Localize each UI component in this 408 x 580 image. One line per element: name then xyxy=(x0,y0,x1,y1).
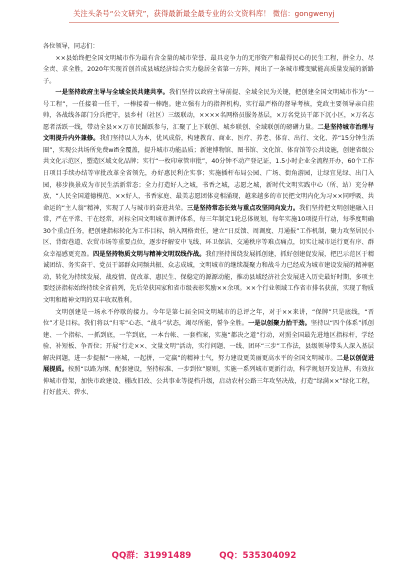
paragraph xyxy=(43,53,374,88)
paragraph-text: 文明创建是一场永不停歇的接力。今年是第七届全国文明城市的总评之年，对于××来讲，“保牌”只是底线，“晋位”才是目标。我们将以“归零”心态、“战斗”状态，竭尽所能，誓争全胜。 xyxy=(43,308,374,328)
banner-text: 关注头条号“公文研究”，获得最新最全最专业的公文资料库！ 微信：gongwenyj xyxy=(69,7,338,23)
header-banner xyxy=(0,0,408,30)
paragraph-text: 按照“以路为纲、配套建设，坚持标准、一步到位”原则，实施一系列城市更新行动，科学规划开发边界，有效拉伸城市骨架，加快市政建设、棚改旧改、公共事业等提档升级，启动农村公路三年攻坚决战，打造“绿满××”绿化工程，打好蓝天、碧水、 xyxy=(43,366,374,397)
footer xyxy=(0,544,408,566)
footer-qq: QQ：535304092 xyxy=(219,551,297,561)
bold-heading: 二是以创促进展提质。 xyxy=(43,354,375,374)
bold-heading: 二是坚持城市治理与文明提升内外兼修。 xyxy=(43,123,374,143)
bold-heading: 三是坚持常态长效与重点攻坚同向发力。 xyxy=(186,204,300,212)
paragraph-text: 我们坚持以政府主导前提、全域全民为关键，把创建全国文明城市作为“一号工程”，一任接着一任干，一棒接着一棒跑。建立强有力的指挥机构，实行最严格的督导考核，党政主要领导亲自挂帅，各战线各部门分兵把守，县乡村（社区）三级联动，××××名网格员服务基层，×万名党员干部下沉小区，×万名志愿者活跃一线，带动全县××万市民踊跃参与，汇聚了上下联创、城乡联创、全域联创的磅礴力量。 xyxy=(43,89,374,131)
footer-qq-group: QQ群：31991489 xyxy=(111,551,192,561)
bold-heading: 四是坚持物质文明与精神文明双线作战。 xyxy=(92,250,206,258)
paragraph xyxy=(43,307,374,399)
paragraph-text: 我们坚持围绕发展抓创建，抓好创建促发展，把巴示范区于精诚团结、务实奋干、党员干部群众同频共振、众志成城，文明城市的继续凝聚力和战斗力已经成为城市建设发展的精神驱动，转化为持续发展、战疫情、促改革、惠民生、保稳定的源源动能，推动县域经济社会发展进入历史最好时期，多项主要经济指标始终持续全省前列，先后荣获国家和省市级表彰奖励××余项。××个行业领域工作省市排名获前，实现了物质文明和精神文明的双丰收双胜利。 xyxy=(43,250,375,305)
bold-heading: 一是以创聚力抬干劲。 xyxy=(248,320,311,328)
document-body xyxy=(43,41,374,399)
bold-heading: 一是坚持政府主导与全域全民共建共享。 xyxy=(55,89,169,97)
salutation: 各位领导，同志们： xyxy=(43,43,99,50)
paragraph xyxy=(43,87,374,306)
paragraph-text: 坚持以“四个体系”抓创建、一个指标、一抓到底，一竿到底，一本台帐、一套档案，实施“都决之道”行动，对照全国最先进地区指标杆，学经验、补短板、争晋位；开展“行走××、文量文明”活动，实行问题、一线、团环“三步”工作法，县级领导带头人深入基层解决问题，进一步提振“一座城，一起拼，一定赢”的精神士气，努力建设更美丽更高水平的全国文明城市。 xyxy=(43,320,374,362)
paragraph-text: 我们坚持把文明创建融入日常，严在平常、干在经常，对标全国文明城市测评体系，每三年制定1轮总体规划，每年实施10项提升行动，每季度明确30个重点任务，把创建指标转化为工作目标，纳入网格责任，建立“日反馈、周调度、月通报”工作机制，聚力攻坚居民小区、背街巷道、农贸市场等重要点位，逐步纾解安中飞线、环卫保洁、交通秩序等难点痛点，切实让城市运行更有序、群众幸福感更充盈。 xyxy=(43,204,375,258)
paragraph-text: ××县始终把全国文明城市作为最有含金量的城市荣誉、最具竞争力的无形资产和最得民心的民生工程，拼全力、尽全责、求全胜，2020年实现首创首成县城经济综合实力稳居全省第一方阵，闯出了一条城市蝶变赋能高质量发展的新路子。 xyxy=(43,54,374,85)
paragraph-text: 我们坚持以人为本，优风成俗，构建教育、商业、医疗、养老、体育、出行、文化、养“15分钟生活圈”，实现公共场所免费wifi全覆盖，提升城市功能品质；新建博物馆、图书馆、文化馆、体育馆等公共设施，创建省级公共文化示范区，塑造区域文化品牌；实行“一枚印章管审批”，40分钟不动产登记证，1.5小时企业全流程开办，60个工作日项目手续办结等审批改革全省领先，办好惠民利企实事；实施插杆布局公园、广场、街角游园，让绿宜见绿、出门入园，移步换景成为市民生活新常态；全力打造好人之城，书香之城，志愿之城，新时代文明实践中心（所、站）充分释放，“人民全国道德模范、××好人，书香家庭、最美志愿团体竞相涌现，越来越多的市民把文明内化为习××同呼吸、共命运的“主人翁”精神，实现了人与城市的奋进共荣。 xyxy=(43,135,375,212)
paragraphs xyxy=(43,53,374,399)
